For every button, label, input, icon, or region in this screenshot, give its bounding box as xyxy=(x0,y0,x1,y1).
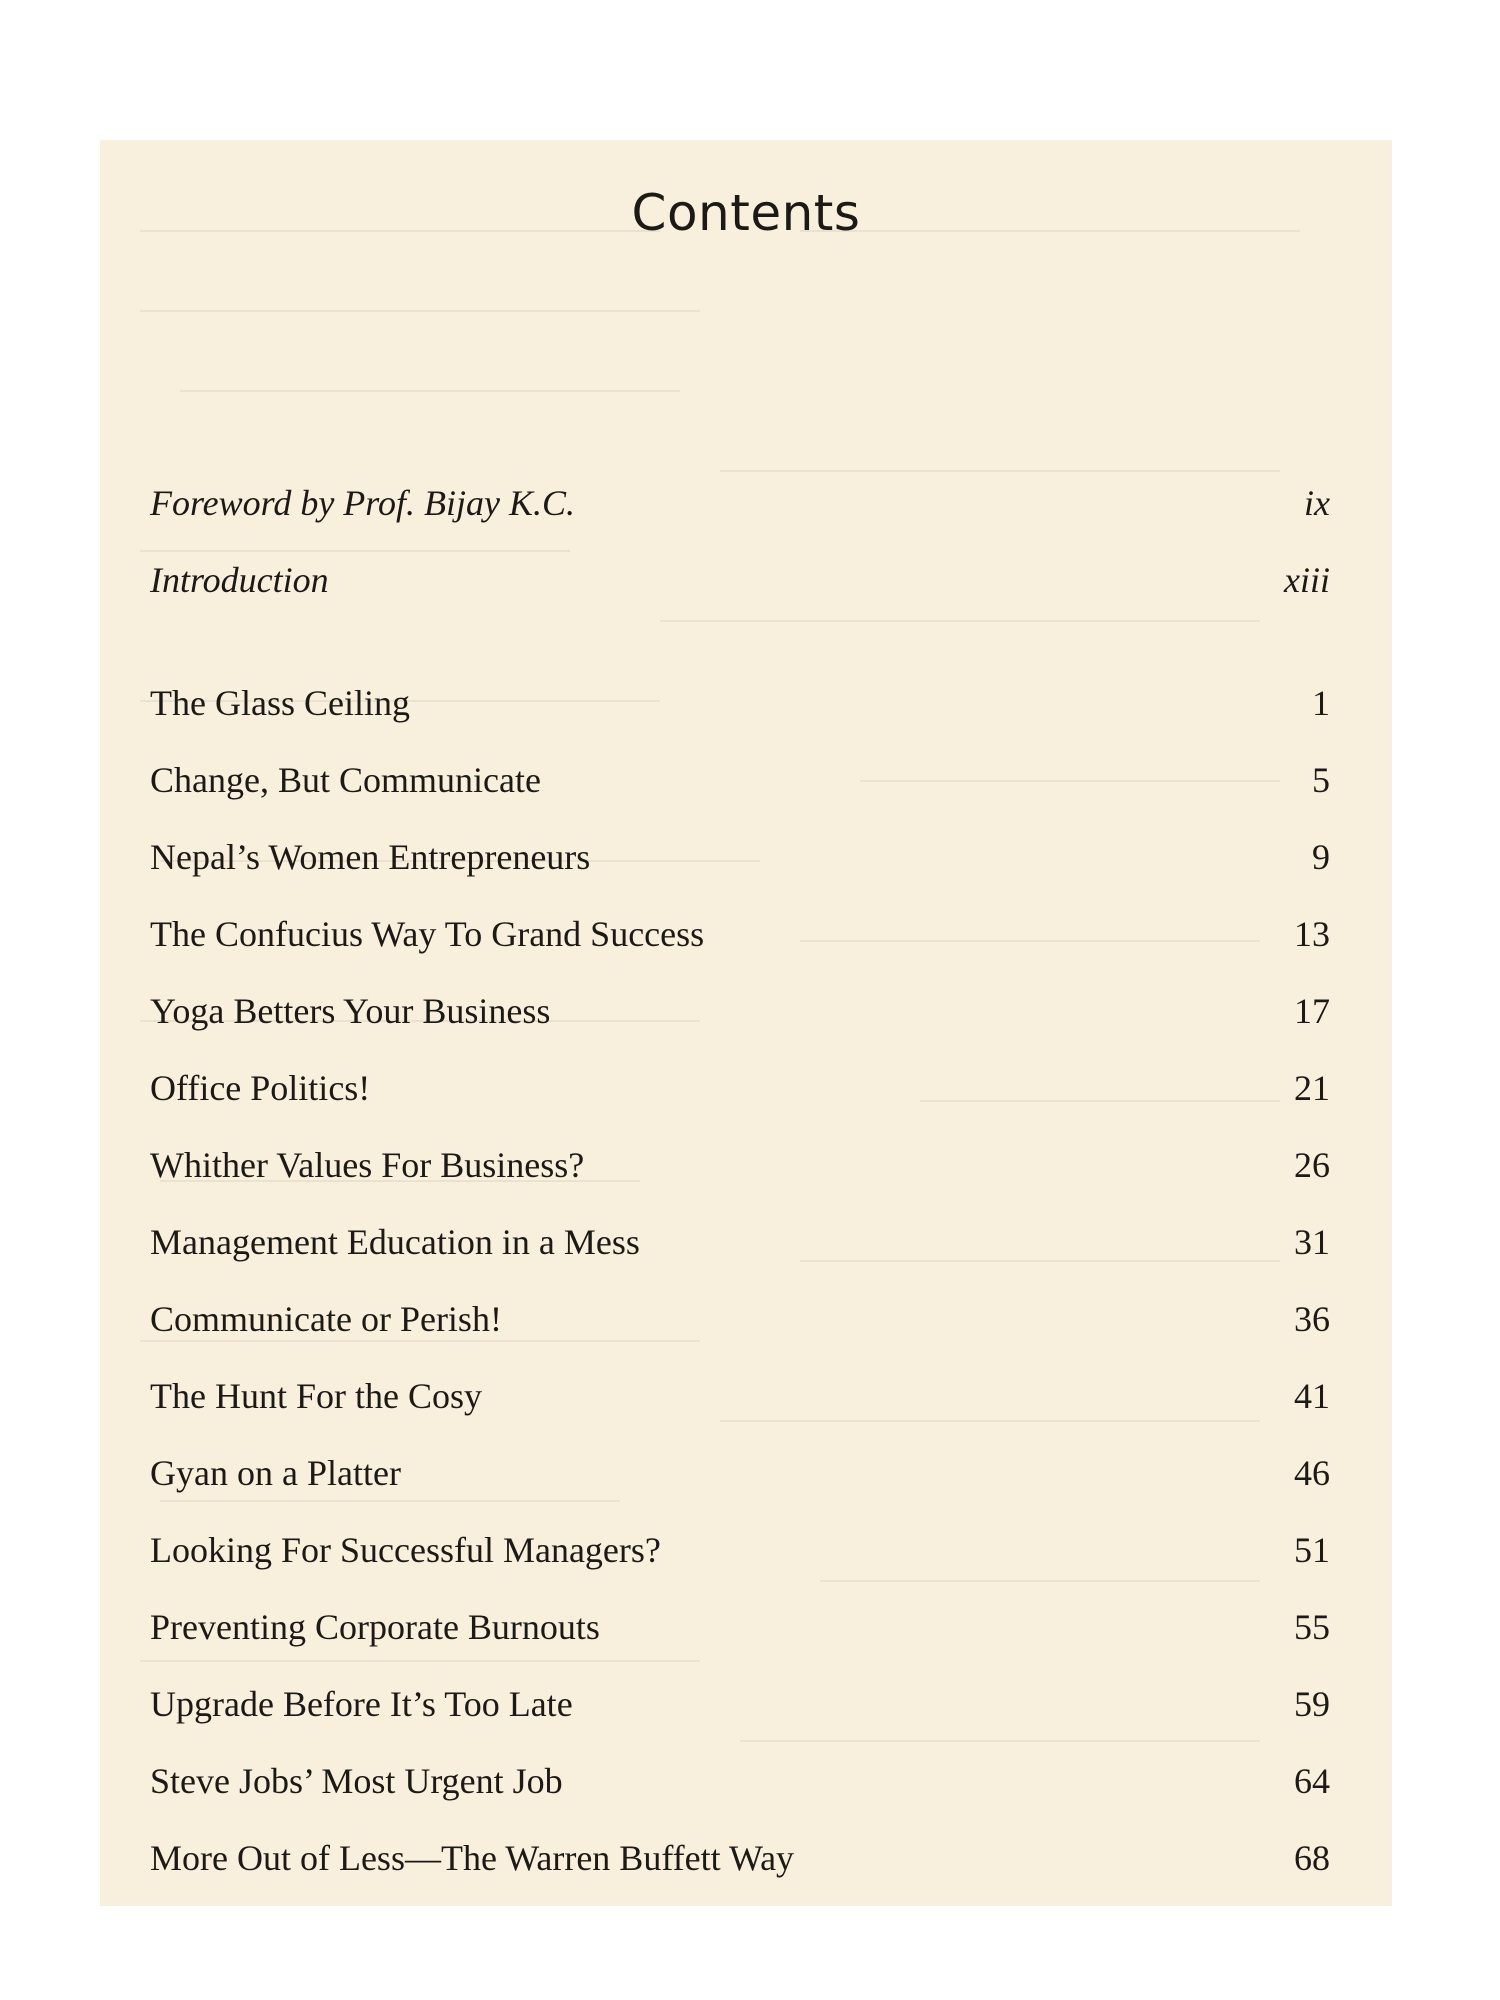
toc-entry xyxy=(150,909,1330,959)
toc-entry-title: Whither Values For Business? xyxy=(150,1145,585,1185)
toc-entry xyxy=(150,1833,1330,1883)
toc-entry-page: 36 xyxy=(1294,1299,1330,1339)
toc-entry-title: Introduction xyxy=(150,560,329,600)
toc-entry xyxy=(150,1525,1330,1575)
toc-entry-page: 5 xyxy=(1312,760,1330,800)
toc-entry xyxy=(150,1602,1330,1652)
table-of-contents xyxy=(150,140,1330,1906)
book-page xyxy=(100,140,1392,1906)
toc-entry-title: Preventing Corporate Burnouts xyxy=(150,1607,600,1647)
toc-entry xyxy=(150,1140,1330,1190)
toc-entry-page: 68 xyxy=(1294,1838,1330,1878)
toc-entry xyxy=(150,1217,1330,1267)
toc-entry-foreword xyxy=(150,478,1330,528)
toc-entry xyxy=(150,1679,1330,1729)
toc-entry-title: Office Politics! xyxy=(150,1068,371,1108)
toc-entry-page: 21 xyxy=(1294,1068,1330,1108)
toc-entry xyxy=(150,1448,1330,1498)
toc-entry xyxy=(150,986,1330,1036)
toc-entry xyxy=(150,1294,1330,1344)
toc-entry-title: Looking For Successful Managers? xyxy=(150,1530,661,1570)
toc-entry-page: ix xyxy=(1304,483,1330,523)
toc-entry-page: 31 xyxy=(1294,1222,1330,1262)
toc-entry-page: 55 xyxy=(1294,1607,1330,1647)
toc-entry xyxy=(150,832,1330,882)
toc-entry-title: More Out of Less—The Warren Buffett Way xyxy=(150,1838,795,1878)
toc-entry-title: Steve Jobs’ Most Urgent Job xyxy=(150,1761,563,1801)
toc-entry xyxy=(150,1756,1330,1806)
toc-entry-title: Communicate or Perish! xyxy=(150,1299,502,1339)
toc-entry-page: 46 xyxy=(1294,1453,1330,1493)
toc-entry xyxy=(150,678,1330,728)
toc-entry-title: The Confucius Way To Grand Success xyxy=(150,914,705,954)
toc-entry-page: 64 xyxy=(1294,1761,1330,1801)
toc-entry-title: Nepal’s Women Entrepreneurs xyxy=(150,837,591,877)
toc-entry-title: Foreword by Prof. Bijay K.C. xyxy=(150,483,575,523)
toc-entry-page: 41 xyxy=(1294,1376,1330,1416)
toc-entry-title: The Hunt For the Cosy xyxy=(150,1376,482,1416)
page-title: Contents xyxy=(631,184,861,242)
toc-entry-page: 59 xyxy=(1294,1684,1330,1724)
toc-entry xyxy=(150,1063,1330,1113)
toc-entry xyxy=(150,755,1330,805)
toc-entry-page: xiii xyxy=(1284,560,1330,600)
toc-entry-introduction xyxy=(150,555,1330,605)
toc-entry-title: Upgrade Before It’s Too Late xyxy=(150,1684,573,1724)
toc-entry-page: 26 xyxy=(1294,1145,1330,1185)
toc-entry-title: Gyan on a Platter xyxy=(150,1453,401,1493)
toc-entry-title: Yoga Betters Your Business xyxy=(150,991,551,1031)
toc-entry-title: Change, But Communicate xyxy=(150,760,541,800)
toc-entry-title: The Glass Ceiling xyxy=(150,683,410,723)
toc-entry-page: 51 xyxy=(1294,1530,1330,1570)
toc-entry xyxy=(150,1371,1330,1421)
toc-entry-page: 9 xyxy=(1312,837,1330,877)
toc-entry-page: 13 xyxy=(1294,914,1330,954)
toc-entry-page: 1 xyxy=(1312,683,1330,723)
toc-entry-title: Management Education in a Mess xyxy=(150,1222,640,1262)
toc-entry-page: 17 xyxy=(1294,991,1330,1031)
